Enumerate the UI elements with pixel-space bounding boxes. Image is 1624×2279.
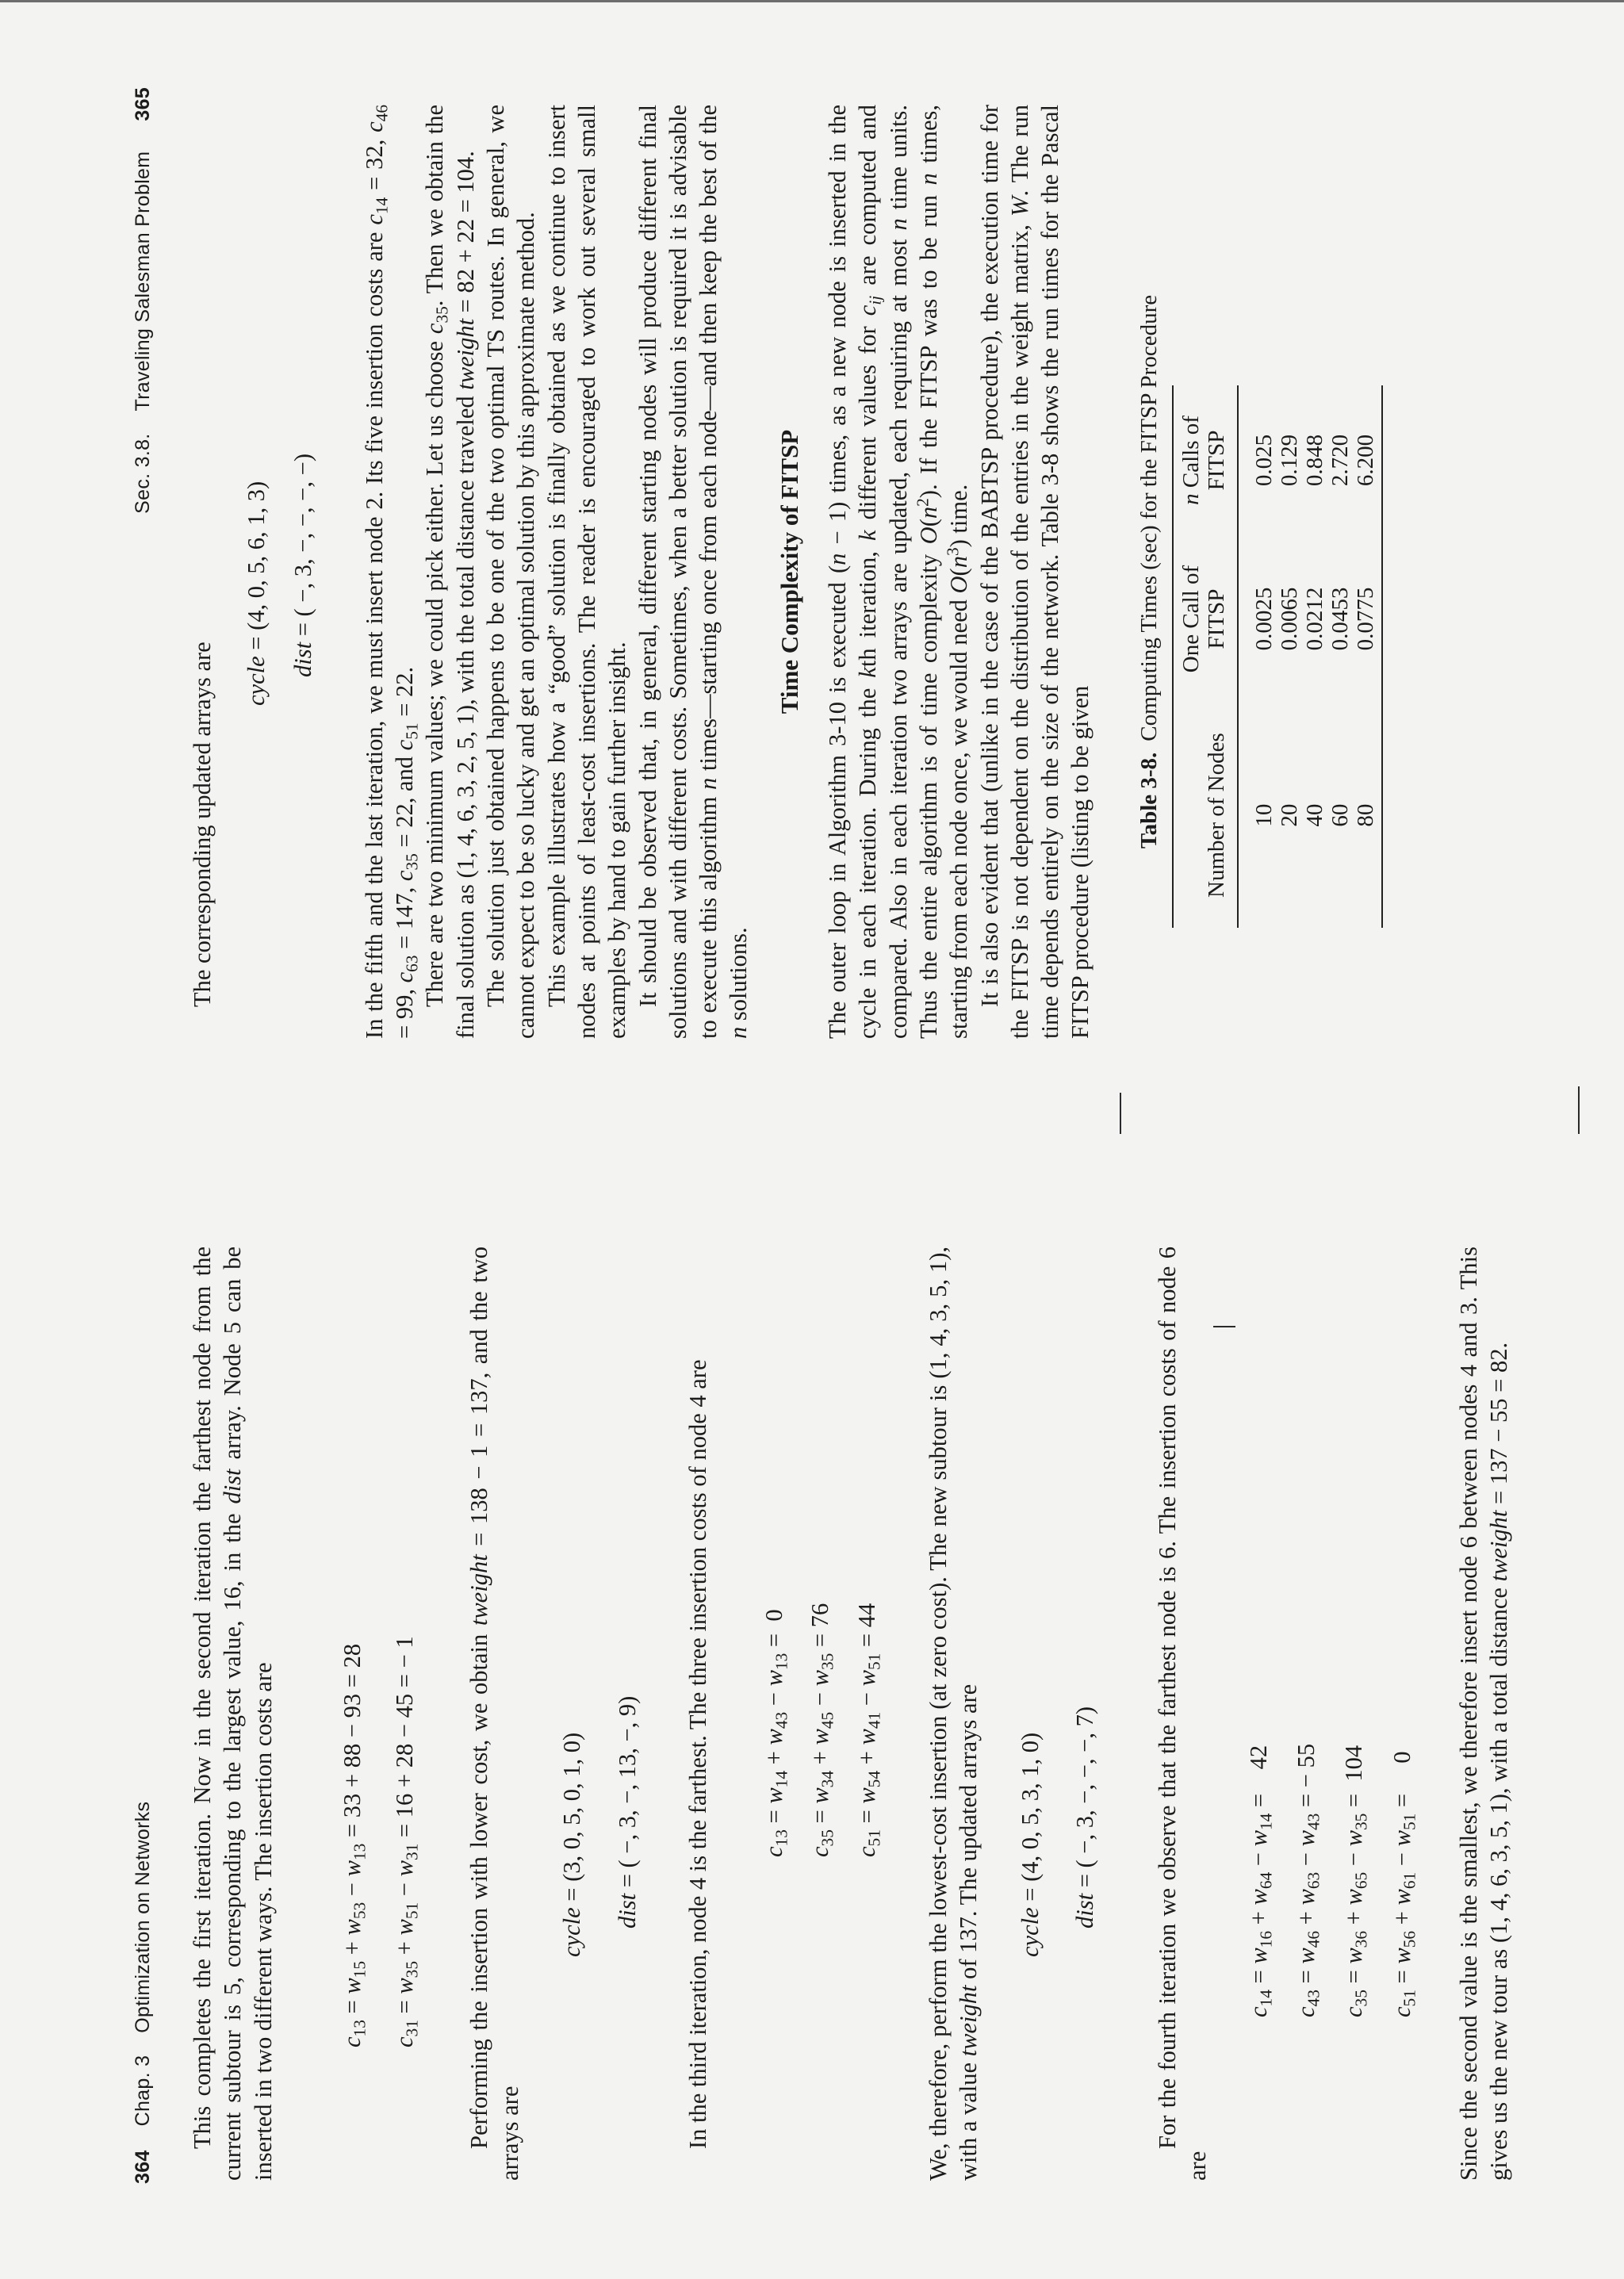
paragraph: For the fourth iteration we observe that the farthest node is 6. The insertion costs of node 6 are	[1154, 1247, 1212, 2181]
equation-c43-node6: $c_{43} = w_{46} + w_{63} - w_{43}$ = − 55	[1292, 1743, 1323, 2017]
table-title: Computing Times (sec) for the FITSP Procedure	[1136, 294, 1162, 741]
table-row: 60 0.0453 2.720	[1327, 434, 1354, 827]
equation-c51-node4: $c_{51} = w_{54} + w_{41} - w_{51} = 44$	[852, 1603, 883, 1857]
paragraph: The outer loop in Algorithm 3-10 is executed (n − 1) times, as a new node is inserted in the cycle in each iteration. During the kth iteration, k different values for $c_{ij}$ are computed and compared. Also in each iteration two arrays are updated, each requiring at most n time units. Thus the entire algorithm is of time complexity $O(n^2)$. If the FITSP was to be run n times, starting from each node once, we would need $O(n^3)$ time.	[824, 104, 973, 1039]
table-label: Table 3-8.	[1136, 752, 1162, 849]
equation-c51-node6: $c_{51} = w_{56} + w_{61} - w_{51}$ = 0	[1388, 1751, 1419, 2017]
equation-cycle-1: cycle = (3, 0, 5, 0, 1, 0)	[558, 1732, 586, 1957]
col-header-nodes: Number of Nodes	[1204, 733, 1230, 898]
running-head-left	[132, 1802, 155, 2184]
paragraph: Since the second value is the smallest, we therefore insert node 6 between nodes 4 and 3. This gives us the new tour as (1, 4, 6, 3, 5, 1), with a total distance tweight = 137 − 55 = 82.	[1454, 1247, 1513, 2181]
paragraph: Performing the insertion with lower cost, we obtain tweight = 138 − 1 = 137, and the two arrays are	[465, 1246, 523, 2181]
equation-cycle-2: cycle = (4, 0, 5, 3, 1, 0)	[1017, 1732, 1044, 1957]
computing-times-table	[1172, 385, 1383, 928]
section-heading: Time Complexity of FITSP	[775, 429, 803, 714]
paragraph: In the fifth and the last iteration, we must insert node 2. Its five insertion costs are $c_{14} = 32$, $c_{46} = 99$, $c_{63} = 147$, $c_{35} = 22$, and $c_{51} = 22$.	[360, 104, 422, 1039]
col-header-n-calls: n Calls of FITSP	[1178, 416, 1230, 505]
paragraph: We, therefore, perform the lowest-cost insertion (at zero cost). The new subtour is (1, 4, 3, 5, 1), with a value tweight of 137. The updated arrays are	[924, 1247, 982, 2181]
paragraph: This example illustrates how a “good” solution is finally obtained as we continue to insert nodes at points of least-cost insertions. The reader is encouraged to work out several small examples by hand to gain further insight.	[542, 105, 631, 1039]
table-row: 80 0.0775 6.200	[1353, 385, 1382, 928]
page-364	[0, 1145, 1624, 2279]
paragraph: It is also evident that (unlike in the case of the BABTSP procedure), the execution time for the FITSP is not dependent on the distribution of the entries in the weight matrix, W. The run time depends entirely on the size of the network. Table 3-8 shows the run times for the Pascal FITSP procedure (listing to be given	[975, 105, 1094, 1039]
equation-c31: $c_{31} = w_{35} + w_{51} - w_{31} = 16 + 28 - 45$ = − 1	[391, 1636, 422, 2047]
fold-mark	[1120, 1093, 1121, 1134]
paragraph: There are two minimum values; we could pick either. Let us choose $c_{35}$. Then we obtain the final solution as (1, 4, 6, 3, 2, 5, 1), with the total distance traveled tweight = 82 + 22 = 104.	[421, 105, 479, 1039]
section-label: Sec. 3.8.	[132, 433, 154, 514]
table-row: 40 0.0212 0.848	[1302, 434, 1328, 827]
equation-cycle-3: cycle = (4, 0, 5, 6, 1, 3)	[243, 481, 270, 706]
right-text-column	[187, 105, 1383, 1039]
running-head-right	[132, 87, 155, 514]
left-text-column	[187, 1247, 1514, 2181]
chapter-label: Chap. 3	[132, 2055, 154, 2127]
paragraph: In the third iteration, node 4 is the farthest. The three insertion costs of node 4 are	[684, 1359, 711, 2149]
scan-mark	[1213, 1326, 1235, 1327]
equation-c13-node4: $c_{13} = w_{14} + w_{43} - w_{13} = 0$	[760, 1609, 791, 1857]
paragraph: The corresponding updated arrays are	[189, 642, 216, 1007]
section-title: Traveling Salesman Problem	[132, 151, 154, 412]
table-caption	[1134, 105, 1164, 1039]
table-row: 20 0.0065 0.129	[1277, 434, 1303, 827]
paragraph: This completes the first iteration. Now in the second iteration the farthest node from the current subtour is 5, corresponding to the largest value, 16, in the dist array. Node 5 can be inserted in two different ways. The insertion costs are	[189, 1246, 277, 2181]
equation-dist-2: dist = ( −, 3, −, −, −, 7)	[1071, 1706, 1098, 1929]
equation-c35-node6: $c_{35} = w_{36} + w_{65} - w_{35} = 104$	[1340, 1745, 1371, 2017]
page-number: 364	[132, 2150, 154, 2184]
paragraph: It should be observed that, in general, different starting nodes will produce different final solutions and with different costs. Sometimes, when a better solution is required it is advisable to execute this algorithm n times—starting once from each node—and then keep the best of the n solutions.	[634, 104, 753, 1039]
page-365	[0, 0, 1624, 1134]
page-number: 365	[132, 87, 154, 121]
equation-c13: $c_{13} = w_{15} + w_{53} - w_{13} = 33 + 88 - 93 = 28$	[338, 1643, 370, 2047]
table-row: 10 0.0025 0.025	[1251, 434, 1277, 827]
fold-mark	[1578, 1086, 1580, 1134]
equation-c35-node4: $c_{35} = w_{34} + w_{45} - w_{35} = 76$	[806, 1603, 837, 1857]
col-header-one-call: One Call of FITSP	[1178, 565, 1230, 673]
equation-dist-1: dist = ( −, 3, −, 13, −, 9)	[614, 1695, 642, 1929]
chapter-title: Optimization on Networks	[132, 1801, 154, 2033]
equation-dist-3: dist = ( −, 3, −, −, −, −)	[289, 454, 316, 677]
table-header-row	[1173, 385, 1238, 928]
paragraph: The solution just obtained happens to be one of the two optimal TS routes. In general, we cannot expect to be so lucky and get an optimal solution by this approximate method.	[482, 105, 540, 1039]
equation-c14-node6: $c_{14} = w_{16} + w_{64} - w_{14}$ = 42	[1244, 1745, 1276, 2017]
